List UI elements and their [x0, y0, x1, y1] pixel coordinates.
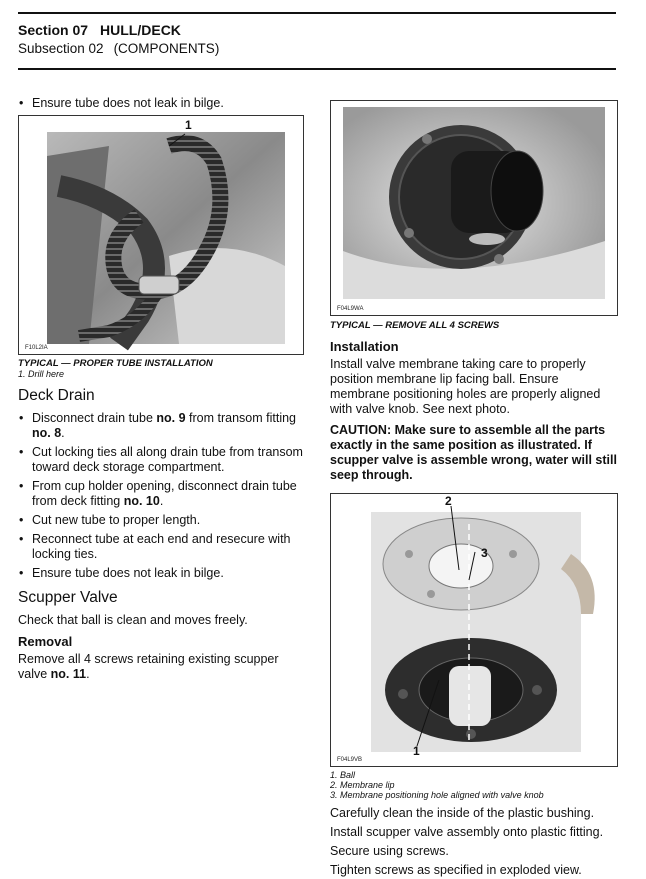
deck-drain-step-5: • Reconnect tube at each end and resecure with locking ties.	[18, 532, 306, 562]
subsection-title	[18, 41, 219, 56]
assembly-step-3: Secure using screws.	[330, 844, 449, 858]
deck-drain-step-3: • From cup holder opening, disconnect drain tube from deck fitting no. 10.	[18, 479, 306, 509]
caution-note: CAUTION: Make sure to assemble all the parts exactly in the same position as illustrated. If scupper valve is assemble wrong, water will still seep through.	[330, 423, 617, 482]
figure3-code: F04L9VB	[337, 757, 363, 763]
installation-text: Install valve membrane taking care to properly position membrane lip facing ball. Ensure membrane positioning holes are properly aligned with valve knob. See next photo.	[330, 357, 601, 416]
deck-drain-step-2: • Cut locking ties all along drain tube from transom toward deck storage compartment.	[18, 445, 306, 475]
figure1-caption: TYPICAL — PROPER TUBE INSTALLATION	[18, 358, 213, 369]
scupper-valve-photo	[331, 101, 617, 315]
deck-drain-step-4: • Cut new tube to proper length.	[18, 513, 306, 528]
section-name: HULL/DECK	[100, 22, 181, 38]
valve-assembly-photo	[331, 494, 617, 766]
section-number: Section 07	[18, 22, 89, 38]
scupper-valve-heading: Scupper Valve	[18, 589, 118, 606]
assembly-step-1: Carefully clean the inside of the plastic bushing.	[330, 806, 595, 820]
figure3-legend-3: 3. Membrane positioning hole aligned with valve knob	[330, 790, 544, 800]
figure2-code: F04L9WA	[337, 306, 364, 312]
deck-drain-step-1: • Disconnect drain tube no. 9 from transom fitting no. 8.	[18, 411, 306, 441]
header-rule-top	[18, 12, 616, 14]
figure3-callout-1: 1	[413, 744, 420, 758]
header-rule-bottom	[18, 68, 616, 70]
scupper-check-text: Check that ball is clean and moves freely.	[18, 613, 248, 627]
figure3-callout-3: 3	[481, 546, 488, 560]
removal-heading: Removal	[18, 634, 73, 649]
installation-heading: Installation	[330, 339, 399, 354]
section-title	[18, 22, 181, 38]
assembly-step-4: Tighten screws as specified in exploded view.	[330, 863, 582, 877]
removal-text: Remove all 4 screws retaining existing scupper valve no. 11.	[18, 652, 279, 681]
subsection-name: (COMPONENTS)	[113, 41, 220, 56]
deck-drain-heading: Deck Drain	[18, 387, 95, 404]
tube-installation-photo	[19, 116, 303, 354]
figure-valve-assembly	[330, 493, 618, 767]
bullet-leak-check: • Ensure tube does not leak in bilge.	[18, 96, 306, 111]
assembly-step-2: Install scupper valve assembly onto plastic fitting.	[330, 825, 604, 839]
figure3-legend-2: 2. Membrane lip	[330, 780, 395, 790]
figure3-legend-1: 1. Ball	[330, 770, 356, 780]
figure1-code: F10L2IA	[25, 345, 48, 351]
subsection-number: Subsection 02	[18, 41, 104, 56]
figure1-callout-1: 1	[185, 118, 192, 132]
figure-tube-installation	[18, 115, 304, 355]
deck-drain-step-6: • Ensure tube does not leak in bilge.	[18, 566, 306, 581]
figure1-legend: 1. Drill here	[18, 369, 65, 379]
figure-remove-screws	[330, 100, 618, 316]
figure2-caption: TYPICAL — REMOVE ALL 4 SCREWS	[330, 320, 500, 331]
figure3-callout-2: 2	[445, 494, 452, 508]
right-column	[330, 100, 618, 878]
left-column	[18, 96, 306, 682]
